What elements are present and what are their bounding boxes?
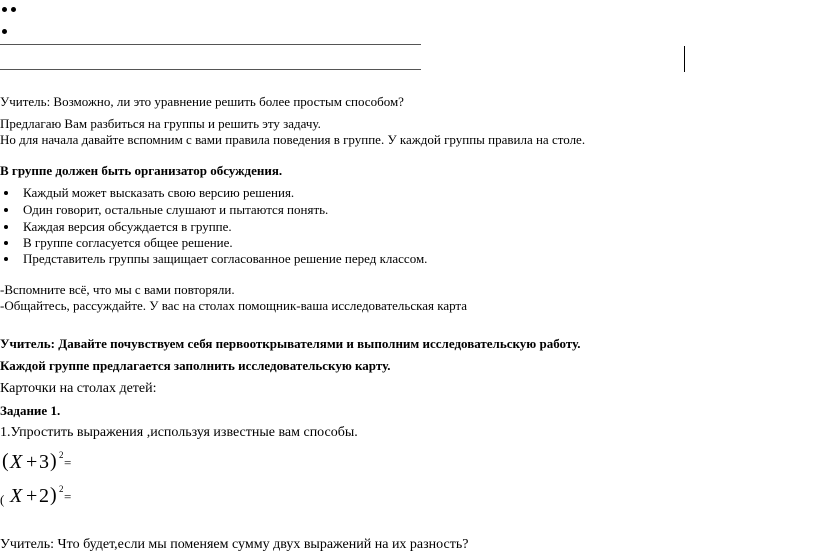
intro-line-2: Но для начала давайте вспомним с вами правила поведения в группе. У каждой группы правила на столе. <box>0 132 586 147</box>
bullet-dot <box>2 29 7 34</box>
discuss-line: -Общайтесь, рассуждайте. У вас на столах помощник-ваша исследовательская карта <box>0 298 468 313</box>
teacher-research-line: Учитель: Давайте почувствуем себя первооткрывателями и выполним исследовательскую работу. <box>0 336 581 351</box>
teacher-question-1: Учитель: Возможно, ли это уравнение решить более простым способом? <box>0 94 404 109</box>
bullet-icon <box>4 241 8 245</box>
formula-paren: ) <box>50 484 57 506</box>
bullet-icon <box>4 208 8 212</box>
divider-line <box>0 69 421 70</box>
formula-number: 2 <box>39 485 49 507</box>
formula-equals: = <box>64 489 72 504</box>
bullet-icon <box>4 257 8 261</box>
rule-text: Каждая версия обсуждается в группе. <box>23 219 232 234</box>
rule-text: Каждый может высказать свою версию решения. <box>23 185 295 200</box>
rule-text: В группе согласуется общее решение. <box>23 235 233 250</box>
formula-variable: X <box>10 451 23 473</box>
formula-exponent: 2 <box>59 450 64 460</box>
bullet-icon <box>4 225 8 229</box>
formula-variable: X <box>10 485 23 507</box>
formula-paren: ) <box>50 450 57 472</box>
rules-heading: В группе должен быть организатор обсуждения. <box>0 163 283 178</box>
group-task-line: Каждой группе предлагается заполнить исследовательскую карту. <box>0 358 391 373</box>
rule-text: Представитель группы защищает согласованное решение перед классом. <box>23 251 428 266</box>
cards-line: Карточки на столах детей: <box>0 381 157 396</box>
recall-line: -Вспомните всё, что мы с вами повторяли. <box>0 282 235 297</box>
formula-exponent: 2 <box>59 484 64 494</box>
formula-equals: = <box>64 455 72 470</box>
task-text: 1.Упростить выражения ,используя известные вам способы. <box>0 425 358 440</box>
bullet-icon <box>4 191 8 195</box>
bullet-dot <box>11 7 16 12</box>
formula-operator: + <box>26 451 38 473</box>
divider-line <box>0 44 421 45</box>
formula-operator: + <box>26 485 38 507</box>
bullet-dot <box>2 7 7 12</box>
teacher-question-2: Учитель: Что будет,если мы поменяем сумму двух выражений на их разность? <box>0 537 469 552</box>
text-cursor <box>684 46 685 72</box>
intro-line-1: Предлагаю Вам разбиться на группы и решить эту задачу. <box>0 116 321 131</box>
formula-paren: ( <box>2 450 9 472</box>
rule-text: Один говорит, остальные слушают и пытаются понять. <box>23 202 329 217</box>
task-title: Задание 1. <box>0 403 61 418</box>
formula-number: 3 <box>39 451 49 473</box>
formula-paren: ( <box>0 492 5 507</box>
